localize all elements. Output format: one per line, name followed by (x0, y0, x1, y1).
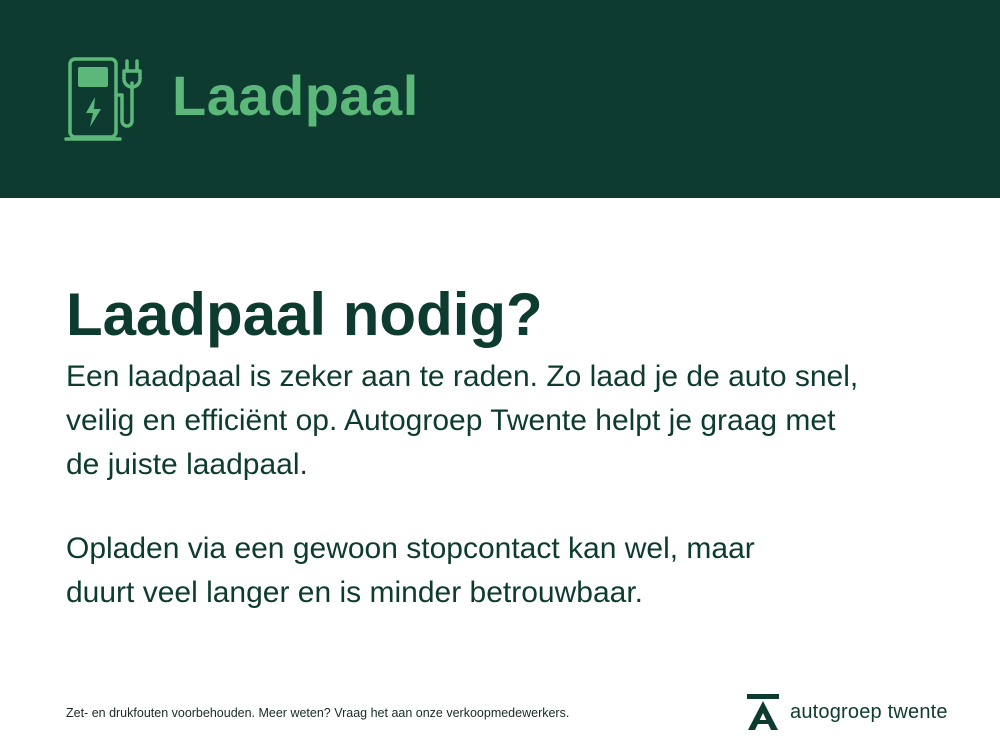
disclaimer-text: Zet- en drukfouten voorbehouden. Meer weten? Vraag het aan onze verkoopmedewerkers. (66, 706, 570, 720)
header-banner (0, 0, 1000, 198)
brand-logo (744, 692, 948, 732)
ev-charger-icon (64, 55, 144, 145)
second-paragraph: Opladen via een gewoon stopcontact kan wel, maar duurt veel langer en is minder betrouwbaar. (66, 532, 755, 609)
intro-paragraph: Een laadpaal is zeker aan te raden. Zo laad je de auto snel, veilig en efficiënt op. Autogroep Twente helpt je graag met de juiste laadpaal. (66, 360, 859, 481)
autogroep-logo-icon (744, 692, 782, 732)
header-title: Laadpaal (172, 64, 419, 127)
main-content (66, 280, 946, 615)
logo-text: autogroep twente (790, 700, 948, 723)
page-title: Laadpaal nodig? (66, 281, 543, 348)
